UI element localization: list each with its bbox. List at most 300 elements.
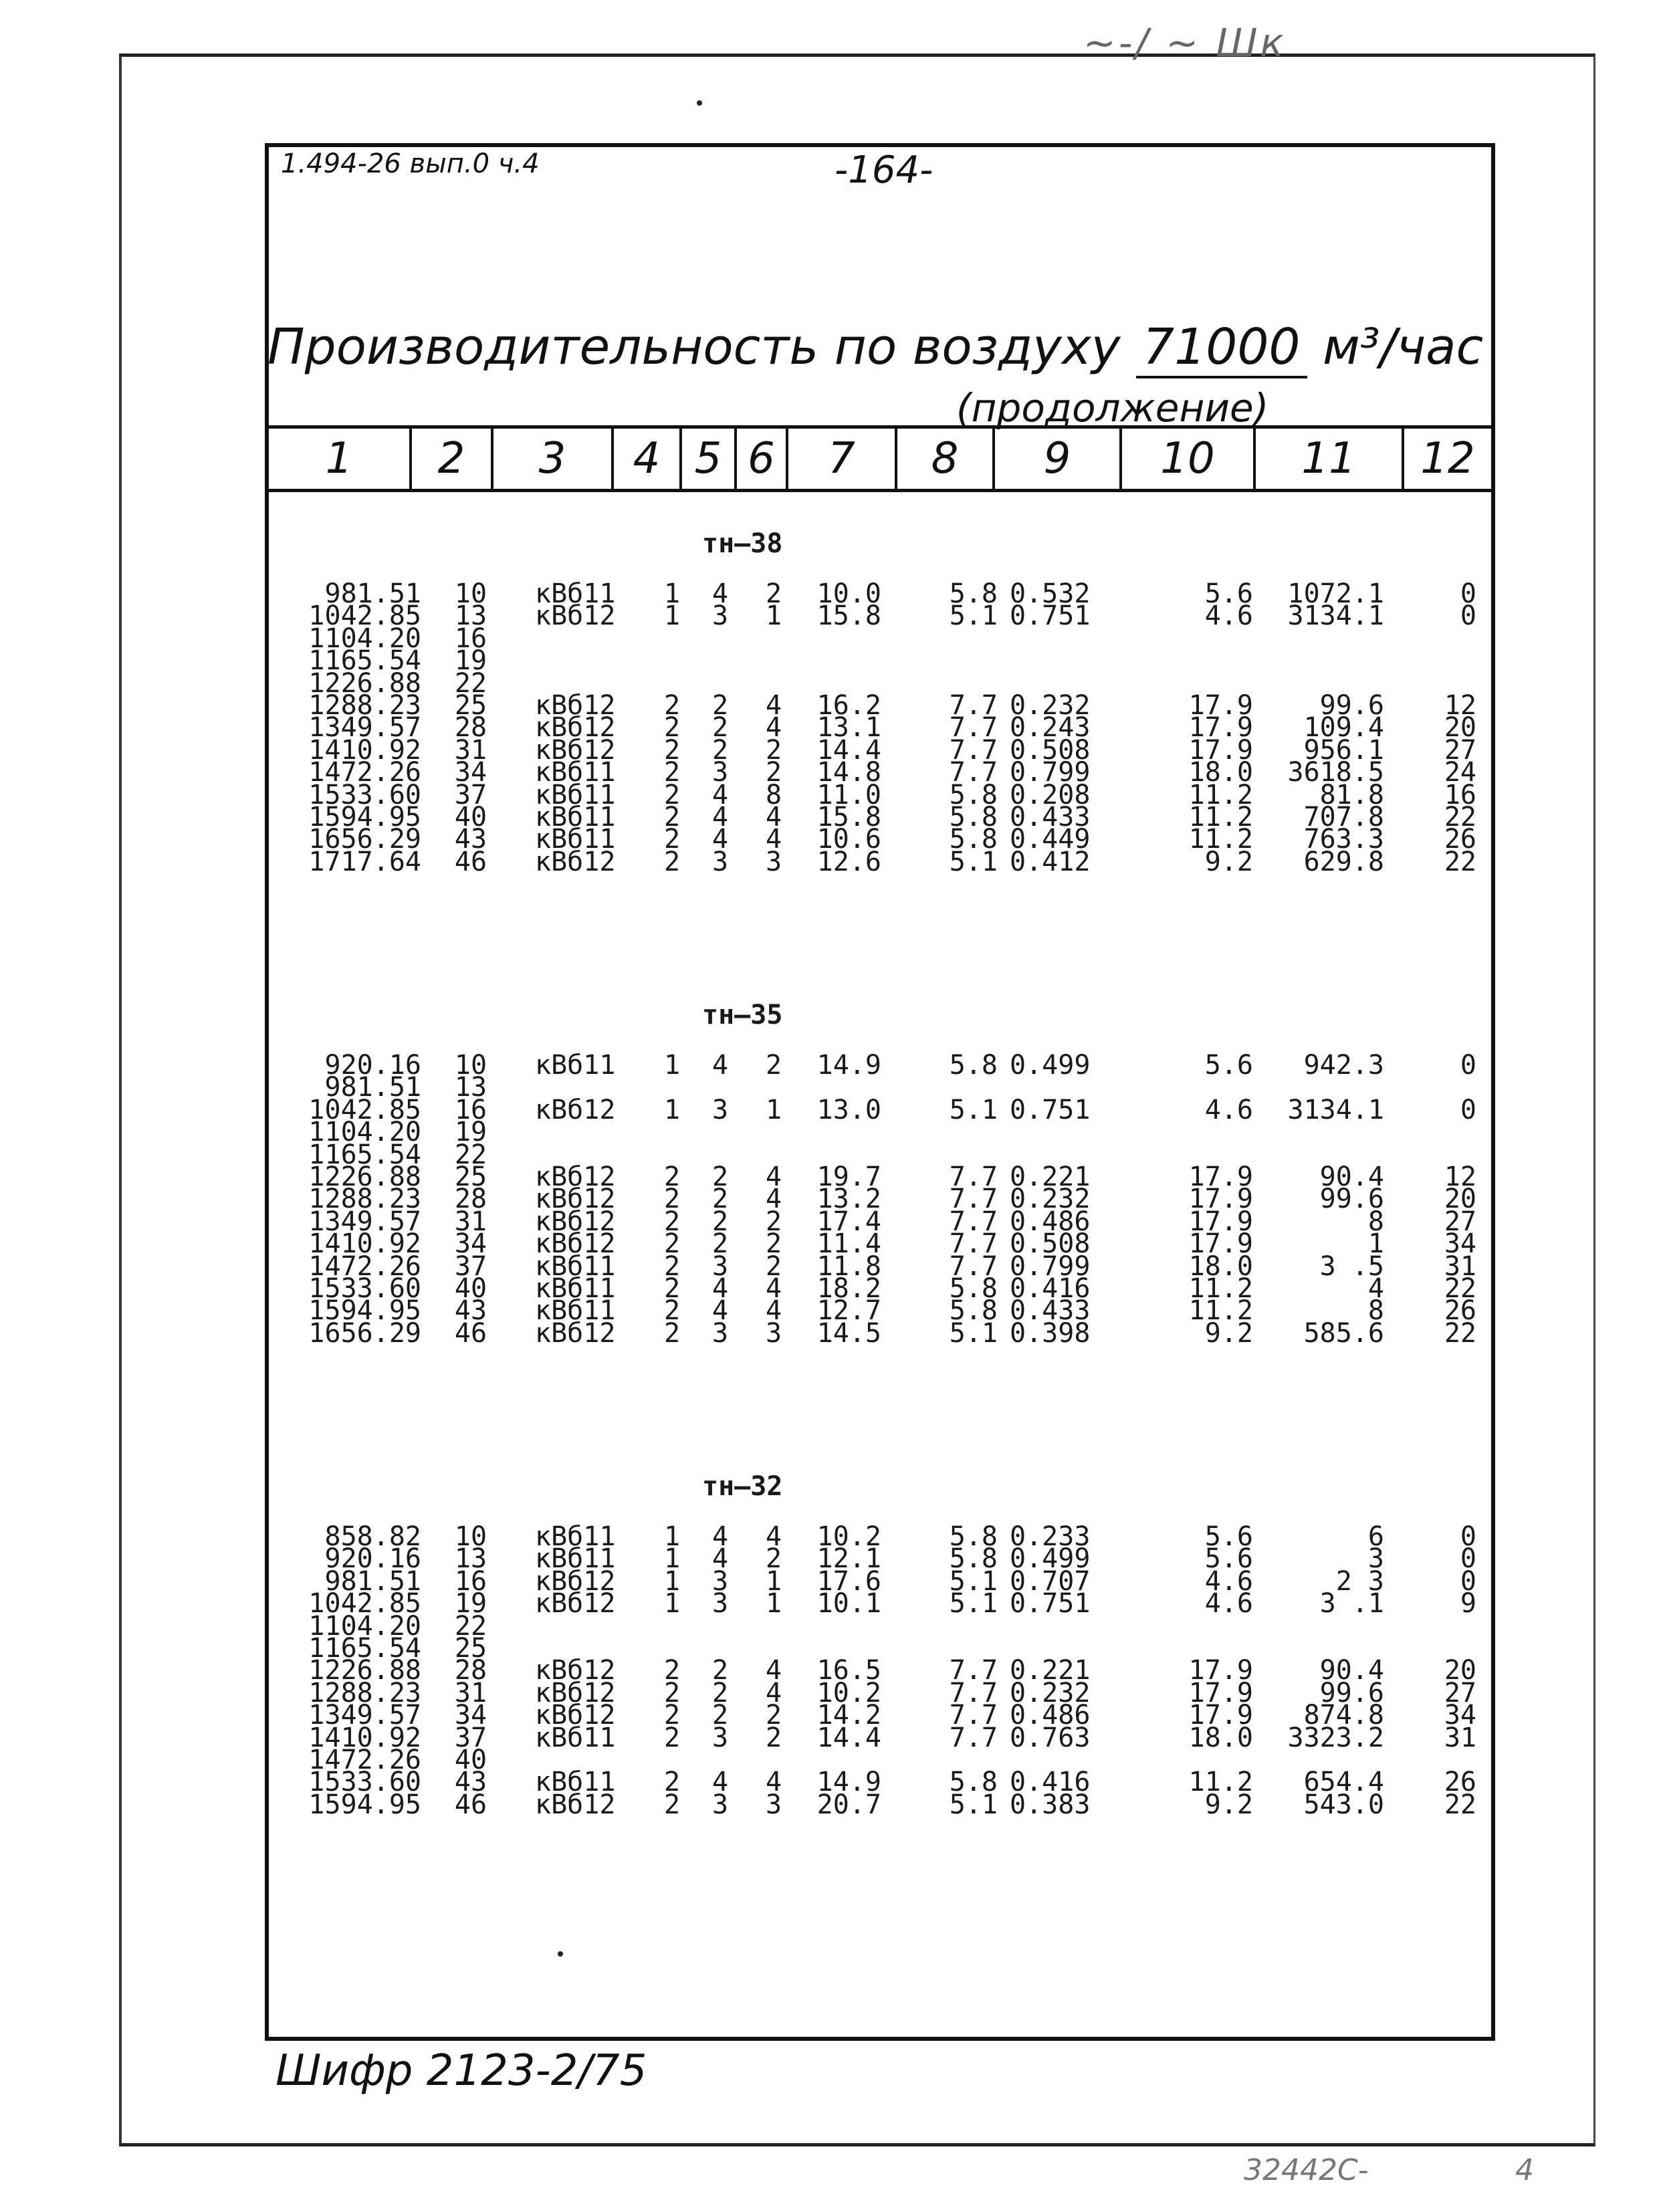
cell-col-11: 4 [1367, 1273, 1384, 1304]
cell-col-2: 31 [454, 1677, 487, 1708]
cell-col-7: 16.2 [816, 689, 881, 721]
cell-col-5: 3 [711, 1565, 729, 1597]
cell-col-1: 1042.85 [308, 1094, 421, 1125]
cell-col-4: 2 [663, 1677, 681, 1708]
cell-col-11: 629.8 [1303, 846, 1384, 877]
cell-col-8: 5.8 [949, 578, 998, 609]
section-rows [269, 1521, 1491, 1820]
cell-col-10: 17.9 [1188, 1700, 1253, 1731]
column-header-10: 10 [1122, 429, 1256, 489]
cell-col-5: 3 [711, 1250, 729, 1282]
cell-col-5: 4 [711, 1767, 729, 1798]
cell-col-1: 1349.57 [308, 712, 421, 744]
page-title [267, 318, 1483, 378]
cell-col-4: 2 [663, 1722, 681, 1753]
cell-col-2: 37 [454, 1250, 487, 1282]
cell-col-12: 26 [1444, 824, 1476, 855]
cell-col-6: 8 [765, 779, 782, 810]
cell-col-2: 19 [454, 1117, 487, 1148]
cell-col-3: кВб11 [535, 1295, 616, 1327]
cell-col-9: 0.799 [1010, 757, 1091, 788]
cell-col-11: 585.6 [1303, 1317, 1384, 1349]
cell-col-1: 1165.54 [308, 1632, 421, 1664]
cell-col-10: 11.2 [1188, 1295, 1253, 1327]
cell-col-6: 4 [765, 824, 782, 855]
cell-col-7: 11.8 [816, 1250, 881, 1282]
cell-col-2: 46 [454, 1789, 487, 1820]
cell-col-3: кВб11 [535, 1050, 616, 1081]
cell-col-7: 11.0 [816, 779, 881, 810]
cell-col-4: 2 [663, 1295, 681, 1327]
cell-col-9: 0.416 [1010, 1767, 1091, 1798]
cell-col-12: 12 [1444, 1161, 1476, 1192]
cell-col-7: 20.7 [816, 1789, 881, 1820]
cell-col-10: 4.6 [1204, 1565, 1253, 1597]
cell-col-8: 5.1 [949, 1789, 998, 1820]
cell-col-12: 12 [1444, 689, 1476, 721]
cell-col-2: 16 [454, 623, 487, 654]
cell-col-4: 2 [663, 1161, 681, 1192]
cell-col-3: кВб12 [535, 1184, 616, 1215]
column-header-12: 12 [1420, 434, 1475, 483]
section-rows [269, 1050, 1491, 1349]
cell-col-3: кВб12 [535, 1317, 616, 1349]
cell-col-4: 2 [663, 1250, 681, 1282]
cell-col-2: 13 [454, 600, 487, 632]
cell-col-10: 11.2 [1188, 1767, 1253, 1798]
cell-col-1: 1288.23 [308, 1184, 421, 1215]
cell-col-12: 22 [1444, 1273, 1476, 1304]
cell-col-11: 3323.2 [1287, 1722, 1384, 1753]
cell-col-3: кВб12 [535, 1161, 616, 1192]
cell-col-11: 3 .5 [1319, 1250, 1384, 1282]
cell-col-12: 31 [1444, 1722, 1476, 1753]
cell-col-1: 1533.60 [308, 1767, 421, 1798]
cell-col-8: 5.1 [949, 846, 998, 877]
cell-col-9: 0.499 [1010, 1050, 1091, 1081]
section-label: тн—35 [702, 1000, 783, 1030]
cell-col-6: 2 [765, 1722, 782, 1753]
cell-col-5: 4 [711, 578, 729, 609]
cell-col-11: 3 .1 [1319, 1588, 1384, 1620]
cell-col-6: 4 [765, 1273, 782, 1304]
cell-col-7: 10.0 [816, 578, 881, 609]
cell-col-8: 5.8 [949, 801, 998, 833]
cell-col-8: 7.7 [949, 1206, 998, 1237]
cell-col-1: 1226.88 [308, 1655, 421, 1686]
cell-col-10: 9.2 [1204, 1789, 1253, 1820]
cell-col-1: 1656.29 [308, 1317, 421, 1349]
cell-col-9: 0.499 [1010, 1543, 1091, 1575]
cell-col-1: 1288.23 [308, 689, 421, 721]
cell-col-2: 10 [454, 1050, 487, 1081]
cell-col-8: 5.1 [949, 1317, 998, 1349]
cell-col-1: 981.51 [324, 1072, 421, 1103]
cell-col-5: 3 [711, 1789, 729, 1820]
cell-col-7: 14.5 [816, 1317, 881, 1349]
cell-col-2: 19 [454, 1588, 487, 1620]
cell-col-5: 2 [711, 712, 729, 744]
cell-col-8: 7.7 [949, 1655, 998, 1686]
cell-col-10: 18.0 [1188, 1722, 1253, 1753]
cell-col-12: 16 [1444, 779, 1476, 810]
corner-scribble: ~-/ ~ Шк [1083, 20, 1287, 66]
cell-col-10: 4.6 [1204, 1094, 1253, 1125]
cell-col-1: 1042.85 [308, 600, 421, 632]
cell-col-5: 3 [711, 846, 729, 877]
cell-col-1: 1594.95 [308, 801, 421, 833]
cell-col-6: 4 [765, 1184, 782, 1215]
cell-col-2: 46 [454, 1317, 487, 1349]
cell-col-2: 10 [454, 1521, 487, 1552]
cell-col-3: кВб12 [535, 734, 616, 766]
cell-col-8: 7.7 [949, 1228, 998, 1260]
cell-col-4: 1 [663, 1050, 681, 1081]
cell-col-5: 3 [711, 1588, 729, 1620]
cell-col-2: 10 [454, 578, 487, 609]
cell-col-2: 43 [454, 824, 487, 855]
cell-col-8: 5.1 [949, 600, 998, 632]
column-header-7: 7 [788, 429, 897, 489]
cell-col-7: 12.6 [816, 846, 881, 877]
cell-col-9: 0.416 [1010, 1273, 1091, 1304]
section-label: тн—32 [702, 1471, 783, 1502]
cell-col-11: 3134.1 [1287, 1094, 1384, 1125]
cell-col-4: 2 [663, 1767, 681, 1798]
cell-col-9: 0.486 [1010, 1700, 1091, 1731]
cell-col-2: 25 [454, 1161, 487, 1192]
title-value: 71000 [1136, 318, 1307, 378]
cell-col-5: 4 [711, 779, 729, 810]
cell-col-9: 0.508 [1010, 734, 1091, 766]
cell-col-4: 2 [663, 1184, 681, 1215]
cell-col-7: 14.9 [816, 1050, 881, 1081]
cell-col-10: 9.2 [1204, 1317, 1253, 1349]
cell-col-5: 2 [711, 689, 729, 721]
cell-col-4: 2 [663, 846, 681, 877]
cell-col-8: 5.8 [949, 1273, 998, 1304]
cell-col-11: 6 [1367, 1521, 1384, 1552]
cell-col-2: 40 [454, 1744, 487, 1775]
cell-col-7: 18.2 [816, 1273, 881, 1304]
cell-col-10: 11.2 [1188, 801, 1253, 833]
cell-col-5: 4 [711, 1521, 729, 1552]
cell-col-7: 11.4 [816, 1228, 881, 1260]
cell-col-1: 1226.88 [308, 667, 421, 699]
cell-col-8: 7.7 [949, 1722, 998, 1753]
cell-col-2: 22 [454, 667, 487, 699]
cell-col-5: 2 [711, 1655, 729, 1686]
cell-col-10: 11.2 [1188, 824, 1253, 855]
cell-col-10: 4.6 [1204, 600, 1253, 632]
cell-col-9: 0.799 [1010, 1250, 1091, 1282]
cell-col-9: 0.221 [1010, 1655, 1091, 1686]
cell-col-6: 3 [765, 846, 782, 877]
cell-col-7: 10.2 [816, 1521, 881, 1552]
cell-col-5: 3 [711, 757, 729, 788]
cell-col-10: 11.2 [1188, 1273, 1253, 1304]
cell-col-11: 8 [1367, 1295, 1384, 1327]
cell-col-7: 12.7 [816, 1295, 881, 1327]
cell-col-11: 707.8 [1303, 801, 1384, 833]
cell-col-12: 0 [1460, 1565, 1476, 1597]
cell-col-6: 2 [765, 757, 782, 788]
cell-col-10: 18.0 [1188, 1250, 1253, 1282]
column-header-3: 3 [493, 429, 614, 489]
cell-col-4: 2 [663, 1789, 681, 1820]
cell-col-1: 1104.20 [308, 623, 421, 654]
cell-col-12: 20 [1444, 1184, 1476, 1215]
table-row [269, 600, 1491, 632]
cell-col-7: 14.8 [816, 757, 881, 788]
cell-col-12: 22 [1444, 846, 1476, 877]
cell-col-12: 20 [1444, 712, 1476, 744]
cell-col-11: 90.4 [1319, 1161, 1384, 1192]
cell-col-9: 0.751 [1010, 600, 1091, 632]
column-header-11: 11 [1256, 429, 1404, 489]
cell-col-3: кВб12 [535, 846, 616, 877]
cell-col-6: 2 [765, 1250, 782, 1282]
cell-col-6: 2 [765, 1543, 782, 1575]
cell-col-7: 13.2 [816, 1184, 881, 1215]
cell-col-1: 1104.20 [308, 1610, 421, 1642]
column-header-1: 1 [269, 429, 412, 489]
title-prefix: Производительность по воздуху [267, 318, 1121, 376]
cell-col-5: 3 [711, 1317, 729, 1349]
cell-col-3: кВб12 [535, 712, 616, 744]
speck [558, 1951, 563, 1957]
cell-col-3: кВб12 [535, 1206, 616, 1237]
cell-col-10: 9.2 [1204, 846, 1253, 877]
cell-col-10: 17.9 [1188, 1184, 1253, 1215]
cell-col-2: 25 [454, 1632, 487, 1664]
cell-col-5: 4 [711, 1050, 729, 1081]
cell-col-3: кВб11 [535, 1767, 616, 1798]
cell-col-1: 1594.95 [308, 1789, 421, 1820]
cell-col-11: 3134.1 [1287, 600, 1384, 632]
cell-col-6: 2 [765, 1206, 782, 1237]
section-rows [269, 578, 1491, 877]
cell-col-6: 4 [765, 1767, 782, 1798]
cell-col-7: 14.9 [816, 1767, 881, 1798]
cell-col-9: 0.433 [1010, 801, 1091, 833]
cell-col-1: 920.16 [324, 1050, 421, 1081]
archive-number: 32442С- [1244, 2153, 1369, 2187]
cell-col-2: 28 [454, 712, 487, 744]
cell-col-2: 16 [454, 1565, 487, 1597]
cell-col-7: 16.5 [816, 1655, 881, 1686]
cell-col-11: 81.8 [1319, 779, 1384, 810]
cell-col-12: 24 [1444, 757, 1476, 788]
cell-col-10: 11.2 [1188, 779, 1253, 810]
cell-col-9: 0.232 [1010, 1184, 1091, 1215]
cell-col-11: 8 [1367, 1206, 1384, 1237]
cell-col-3: кВб11 [535, 824, 616, 855]
cell-col-4: 2 [663, 1655, 681, 1686]
cell-col-6: 2 [765, 1050, 782, 1081]
cell-col-9: 0.707 [1010, 1565, 1091, 1597]
cell-col-11: 3618.5 [1287, 757, 1384, 788]
cell-col-9: 0.412 [1010, 846, 1091, 877]
cell-col-12: 34 [1444, 1700, 1476, 1731]
cell-col-1: 1472.26 [308, 1744, 421, 1775]
cell-col-4: 2 [663, 1317, 681, 1349]
cell-col-8: 5.8 [949, 779, 998, 810]
cell-col-12: 0 [1460, 1050, 1476, 1081]
column-header-2: 2 [412, 429, 493, 489]
cell-col-8: 5.1 [949, 1565, 998, 1597]
cell-col-10: 17.9 [1188, 734, 1253, 766]
cell-col-3: кВб12 [535, 1565, 616, 1597]
cell-col-4: 2 [663, 734, 681, 766]
section-label: тн—38 [702, 528, 783, 559]
cell-col-8: 5.8 [949, 1543, 998, 1575]
cell-col-7: 10.2 [816, 1677, 881, 1708]
cell-col-8: 7.7 [949, 1161, 998, 1192]
cell-col-7: 14.4 [816, 734, 881, 766]
cell-col-4: 2 [663, 824, 681, 855]
cell-col-2: 34 [454, 1700, 487, 1731]
cell-col-9: 0.221 [1010, 1161, 1091, 1192]
cell-col-12: 9 [1460, 1588, 1476, 1620]
cell-col-1: 858.82 [324, 1521, 421, 1552]
cell-col-6: 4 [765, 1677, 782, 1708]
cell-col-3: кВб11 [535, 1722, 616, 1753]
cell-col-8: 7.7 [949, 1677, 998, 1708]
doc-code: 1.494-26 вып.0 ч.4 [281, 148, 540, 179]
cell-col-2: 31 [454, 734, 487, 766]
cell-col-5: 4 [711, 824, 729, 855]
speck [697, 100, 702, 106]
cell-col-11: 2 3 [1335, 1565, 1384, 1597]
cell-col-5: 3 [711, 600, 729, 632]
cell-col-6: 3 [765, 1317, 782, 1349]
cell-col-8: 7.7 [949, 757, 998, 788]
cell-col-5: 4 [711, 1295, 729, 1327]
cell-col-4: 2 [663, 689, 681, 721]
cell-col-1: 1717.64 [308, 846, 421, 877]
cell-col-7: 14.4 [816, 1722, 881, 1753]
cell-col-1: 1288.23 [308, 1677, 421, 1708]
cell-col-2: 19 [454, 645, 487, 677]
cell-col-6: 4 [765, 1521, 782, 1552]
cell-col-11: 942.3 [1303, 1050, 1384, 1081]
cell-col-4: 2 [663, 1700, 681, 1731]
cell-col-2: 40 [454, 801, 487, 833]
cell-col-1: 1656.29 [308, 824, 421, 855]
table-row [269, 645, 1491, 677]
cell-col-2: 22 [454, 1610, 487, 1642]
cell-col-3: кВб11 [535, 1543, 616, 1575]
cell-col-6: 3 [765, 1789, 782, 1820]
cell-col-2: 43 [454, 1295, 487, 1327]
cell-col-6: 2 [765, 734, 782, 766]
cell-col-8: 7.7 [949, 734, 998, 766]
cell-col-3: кВб12 [535, 1588, 616, 1620]
cell-col-9: 0.383 [1010, 1789, 1091, 1820]
cell-col-11: 763.3 [1303, 824, 1384, 855]
cell-col-1: 1410.92 [308, 734, 421, 766]
cell-col-8: 5.8 [949, 1767, 998, 1798]
cell-col-1: 1226.88 [308, 1161, 421, 1192]
cell-col-4: 1 [663, 1565, 681, 1597]
cell-col-12: 0 [1460, 1094, 1476, 1125]
cell-col-12: 0 [1460, 600, 1476, 632]
cell-col-4: 2 [663, 801, 681, 833]
cell-col-1: 1410.92 [308, 1722, 421, 1753]
cell-col-3: кВб11 [535, 578, 616, 609]
cell-col-8: 5.8 [949, 1295, 998, 1327]
cell-col-10: 5.6 [1204, 1050, 1253, 1081]
cell-col-10: 17.9 [1188, 1655, 1253, 1686]
cell-col-6: 4 [765, 712, 782, 744]
cell-col-10: 17.9 [1188, 712, 1253, 744]
cell-col-12: 27 [1444, 734, 1476, 766]
cell-col-5: 2 [711, 1161, 729, 1192]
cell-col-5: 4 [711, 801, 729, 833]
cell-col-10: 17.9 [1188, 1161, 1253, 1192]
column-header-row [269, 425, 1491, 492]
cell-col-10: 17.9 [1188, 1228, 1253, 1260]
cell-col-8: 7.7 [949, 1184, 998, 1215]
cell-col-3: кВб12 [535, 1700, 616, 1731]
cell-col-3: кВб11 [535, 757, 616, 788]
column-header-8: 8 [897, 429, 995, 489]
cell-col-2: 40 [454, 1273, 487, 1304]
table-row [269, 1094, 1491, 1125]
cell-col-10: 5.6 [1204, 1521, 1253, 1552]
cell-col-12: 26 [1444, 1767, 1476, 1798]
cell-col-7: 13.1 [816, 712, 881, 744]
cell-col-11: 99.6 [1319, 1677, 1384, 1708]
cell-col-8: 5.8 [949, 1050, 998, 1081]
cell-col-12: 0 [1460, 578, 1476, 609]
cell-col-1: 1104.20 [308, 1117, 421, 1148]
cell-col-7: 14.2 [816, 1700, 881, 1731]
cell-col-2: 46 [454, 846, 487, 877]
cell-col-9: 0.751 [1010, 1588, 1091, 1620]
cell-col-8: 5.1 [949, 1094, 998, 1125]
column-header-5: 5 [682, 429, 737, 489]
cell-col-10: 18.0 [1188, 757, 1253, 788]
cell-col-9: 0.232 [1010, 1677, 1091, 1708]
cell-col-4: 2 [663, 779, 681, 810]
cell-col-2: 28 [454, 1655, 487, 1686]
cell-col-5: 2 [711, 1206, 729, 1237]
cell-col-12: 0 [1460, 1543, 1476, 1575]
cell-col-9: 0.763 [1010, 1722, 1091, 1753]
cell-col-6: 2 [765, 578, 782, 609]
cell-col-1: 1349.57 [308, 1700, 421, 1731]
cell-col-7: 15.8 [816, 600, 881, 632]
cell-col-9: 0.233 [1010, 1521, 1091, 1552]
cell-col-2: 37 [454, 779, 487, 810]
cell-col-1: 1165.54 [308, 645, 421, 677]
cell-col-1: 981.51 [324, 578, 421, 609]
cell-col-8: 5.1 [949, 1588, 998, 1620]
cell-col-1: 920.16 [324, 1543, 421, 1575]
cell-col-6: 1 [765, 1565, 782, 1597]
cell-col-10: 5.6 [1204, 578, 1253, 609]
cell-col-11: 3 [1367, 1543, 1384, 1575]
cell-col-9: 0.751 [1010, 1094, 1091, 1125]
cell-col-7: 19.7 [816, 1161, 881, 1192]
cell-col-3: кВб12 [535, 1789, 616, 1820]
table-row [269, 1610, 1491, 1642]
table-row [269, 1117, 1491, 1148]
title-unit: м³/час [1323, 318, 1484, 376]
cell-col-2: 37 [454, 1722, 487, 1753]
